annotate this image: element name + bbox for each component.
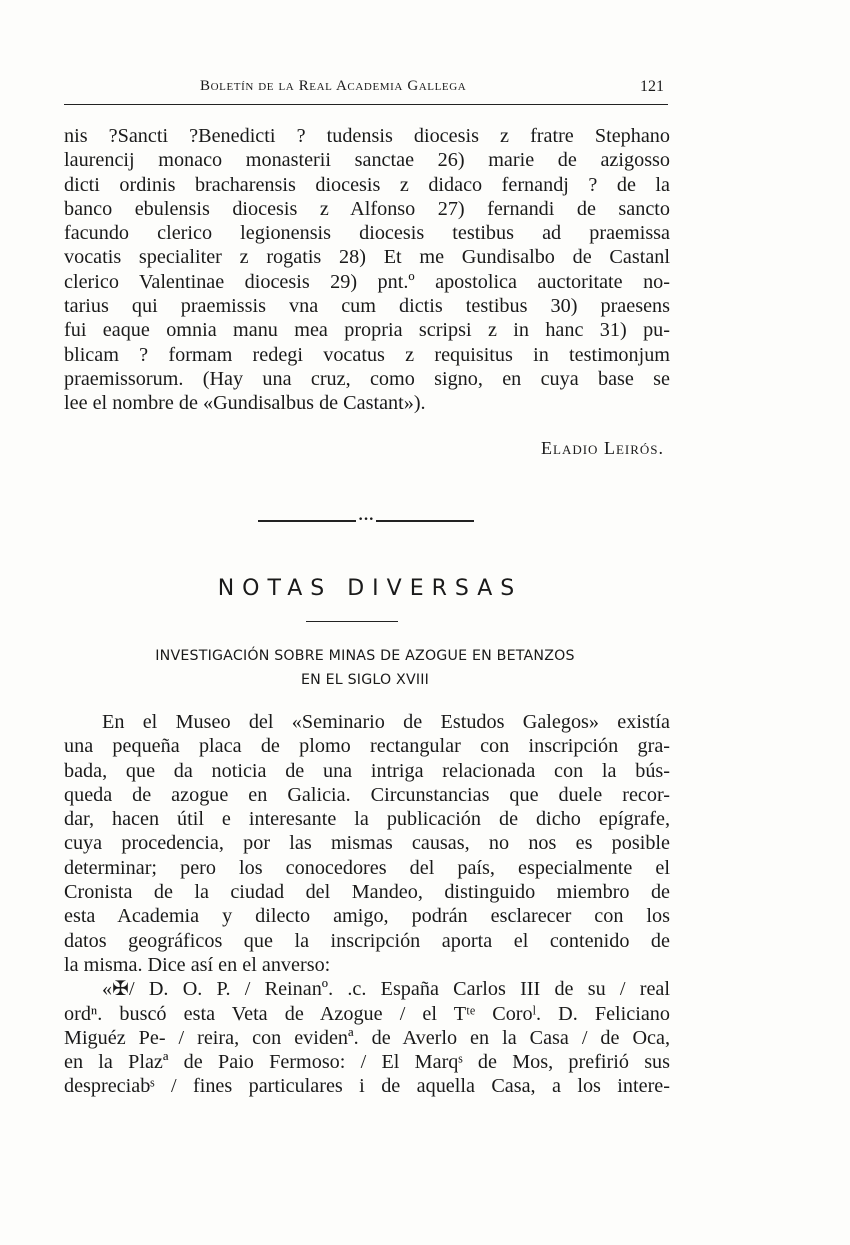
text-line: cuya procedencia, por las mismas causas, no nos es posible [64, 832, 670, 855]
inscription-line: ordⁿ. buscó esta Veta de Azogue / el Tᵗᵉ Coroˡ. D. Feliciano [64, 1002, 670, 1025]
section-title-rule [306, 621, 398, 622]
author-signature: Eladio Leirós. [541, 438, 664, 458]
article-title-line-2: EN EL SIGLO XVIII [300, 672, 430, 688]
text-line: lee el nombre de «Gundisalbus de Castant»). [64, 392, 426, 415]
text-line: dicti ordinis bracharensis diocesis z didaco fernandj ? de la [64, 173, 670, 196]
latin-document-text [64, 124, 670, 416]
text-line: queda de azogue en Galicia. Circunstancias que duele recor- [64, 783, 670, 806]
text-line: dar, hacen útil e interesante la publicación de dicho epígrafe, [64, 808, 670, 831]
text-line: tarius qui praemissis vna cum dictis testibus 30) praesens [64, 295, 670, 318]
text-line: fui eaque omnia manu mea propria scripsi z in hanc 31) pu- [64, 319, 670, 342]
text-line: determinar; pero los conocedores del país, especialmente el [64, 856, 670, 879]
text-line: praemissorum. (Hay una cruz, como signo, en cuya base se [64, 367, 670, 390]
section-title: NOTAS DIVERSAS [217, 576, 523, 601]
divider-dots: ••• [358, 515, 374, 525]
article-title-line-1: INVESTIGACIÓN SOBRE MINAS DE AZOGUE EN BETANZOS [155, 648, 575, 664]
journal-title: Boletín de la Real Academia Gallega [200, 78, 467, 94]
text-line: la misma. Dice así en el anverso: [64, 953, 331, 976]
inscription-line: Miguéz Pe- / reira, con evidenª. de Averlo en la Casa / de Oca, [64, 1026, 670, 1049]
text-line: laurencij monaco monasterii sanctae 26) marie de azigosso [64, 149, 670, 172]
text-line: banco ebulensis diocesis z Alfonso 27) fernandi de sancto [64, 197, 670, 220]
text-line: una pequeña placa de plomo rectangular con inscripción gra- [64, 735, 670, 758]
text-line: Cronista de la ciudad del Mandeo, distinguido miembro de [64, 881, 670, 904]
text-line: facundo clerico legionensis diocesis testibus ad praemissa [64, 222, 670, 245]
page-number: 121 [640, 78, 664, 95]
text-line: vocatis specialiter z rogatis 28) Et me Gundisalbo de Castanl [64, 246, 670, 269]
section-divider-ornament [258, 515, 474, 525]
inscription-line: en la Plazª de Paio Fermoso: / El Marqˢ de Mos, prefirió sus [64, 1051, 670, 1074]
text-line: esta Academia y dilecto amigo, podrán esclarecer con los [64, 905, 670, 928]
text-line: bada, que da noticia de una intriga relacionada con la bús- [64, 759, 670, 782]
inscription-line: despreciabˢ / fines particulares i de aquella Casa, a los intere- [64, 1075, 670, 1098]
text-line: nis ?Sancti ?Benedicti ? tudensis diocesis z fratre Stephano [64, 125, 670, 147]
running-header [64, 78, 668, 105]
divider-rule-left [258, 520, 356, 522]
text-line: En el Museo del «Seminario de Estudos Galegos» existía [102, 711, 670, 733]
inscription-line: «✠/ D. O. P. / Reinanº. .c. España Carlos III de su / real [102, 978, 670, 1001]
text-line: datos geográficos que la inscripción aporta el contenido de [64, 929, 670, 952]
text-line: blicam ? formam redegi vocatus z requisitus in testimonjum [64, 343, 670, 366]
divider-rule-right [376, 520, 474, 522]
text-line: clerico Valentinae diocesis 29) pnt.º apostolica auctoritate no- [64, 270, 670, 293]
article-body-text [64, 710, 670, 1099]
